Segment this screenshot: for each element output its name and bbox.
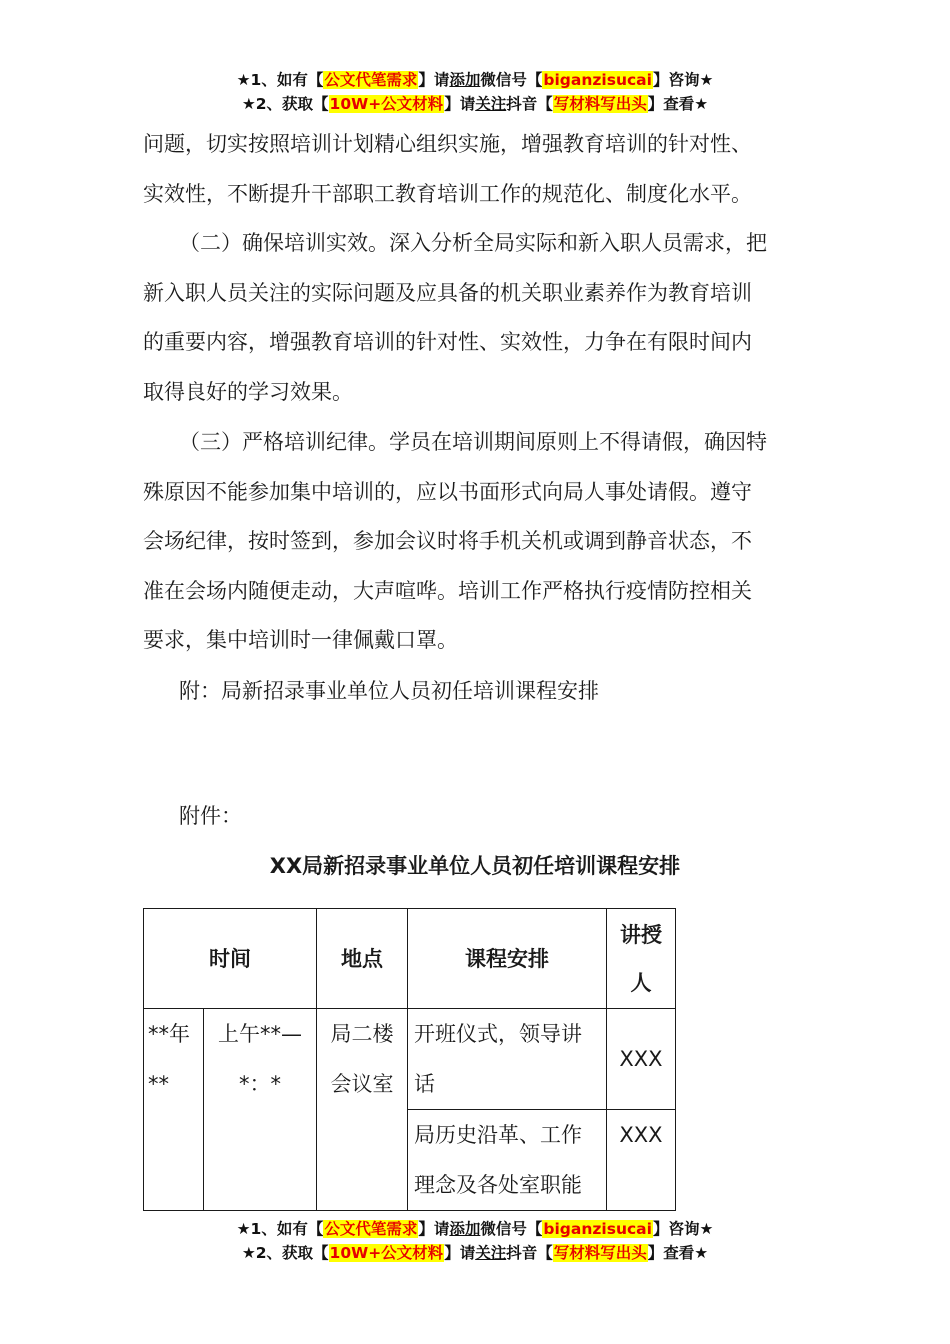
paragraph-line: （三）严格培训纪律。学员在培训期间原则上不得请假，确因特 bbox=[179, 430, 767, 454]
banner-text: 】请 bbox=[444, 1244, 476, 1262]
attachment-label bbox=[143, 792, 813, 842]
banner-text: ★1、如有【 bbox=[236, 71, 324, 89]
cell-period bbox=[204, 1009, 317, 1211]
cell-line: ** bbox=[148, 1072, 169, 1096]
banner-highlight: 写材料写出头 bbox=[553, 95, 647, 113]
banner-text: 】咨询★ bbox=[652, 71, 714, 89]
header-lecturer bbox=[607, 909, 676, 1009]
banner-highlight: 公文代笔需求 bbox=[324, 1220, 418, 1238]
paragraph-line: 要求，集中培训时一律佩戴口罩。 bbox=[143, 628, 458, 653]
banner-text: ★1、如有【 bbox=[236, 1220, 324, 1238]
cell-line: 话 bbox=[414, 1072, 435, 1096]
cell-date bbox=[144, 1009, 204, 1211]
promo-banner-line-1-footer bbox=[0, 1217, 950, 1241]
paragraph-line: 准在会场内随便走动，大声喧哗。培训工作严格执行疫情防控相关 bbox=[143, 578, 752, 603]
banner-text: 】请 bbox=[418, 71, 450, 89]
attachment-note-text: 附：局新招录事业单位人员初任培训课程安排 bbox=[179, 679, 599, 703]
header-course: 课程安排 bbox=[408, 909, 607, 1009]
banner-text: 抖音【 bbox=[506, 95, 553, 113]
paragraph-line: 的重要内容，增强教育培训的针对性、实效性，力争在有限时间内 bbox=[143, 330, 752, 355]
banner-text: ★2、获取【 bbox=[241, 1244, 329, 1262]
table-header-row bbox=[144, 909, 676, 1009]
paragraph-discipline bbox=[143, 418, 813, 666]
cell-line: 开班仪式，领导讲 bbox=[414, 1022, 582, 1046]
paragraph-ensure-effect bbox=[143, 219, 813, 417]
promo-banner-line-2 bbox=[0, 92, 950, 116]
banner-text: 】查看★ bbox=[647, 95, 709, 113]
paragraph-line: 实效性，不断提升干部职工教育培训工作的规范化、制度化水平。 bbox=[143, 181, 752, 206]
header-time: 时间 bbox=[144, 909, 317, 1009]
header-lecturer-line: 人 bbox=[630, 970, 652, 995]
banner-highlight: 写材料写出头 bbox=[553, 1244, 647, 1262]
banner-highlight: biganzisucai bbox=[543, 71, 652, 89]
banner-text: 微信号【 bbox=[480, 71, 543, 89]
attachment-label-text: 附件： bbox=[179, 804, 242, 828]
paragraph-line: 殊原因不能参加集中培训的，应以书面形式向局人事处请假。遵守 bbox=[143, 479, 752, 504]
banner-underline: 关注 bbox=[475, 95, 507, 113]
banner-text: 抖音【 bbox=[506, 1244, 553, 1262]
paragraph-line: 会场纪律，按时签到，参加会议时将手机关机或调到静音状态，不 bbox=[143, 529, 752, 554]
table-row bbox=[144, 1009, 676, 1110]
cell-lecturer: XXX bbox=[607, 1009, 676, 1110]
banner-highlight: 10W+公文材料 bbox=[329, 1244, 444, 1262]
paragraph-line: 问题，切实按照培训计划精心组织实施，增强教育培训的针对性、 bbox=[143, 132, 752, 156]
paragraph-continued bbox=[143, 120, 813, 219]
banner-text: 】请 bbox=[444, 95, 476, 113]
paragraph-line: 新入职人员关注的实际问题及应具备的机关职业素养作为教育培训 bbox=[143, 280, 752, 305]
table-title: XX局新招录事业单位人员初任培训课程安排 bbox=[269, 854, 681, 878]
banner-text: 】请 bbox=[418, 1220, 450, 1238]
banner-text: 微信号【 bbox=[480, 1220, 543, 1238]
banner-highlight: 公文代笔需求 bbox=[324, 71, 418, 89]
cell-line: 局二楼 bbox=[330, 1022, 394, 1046]
banner-highlight: biganzisucai bbox=[543, 1220, 652, 1238]
banner-underline: 添加 bbox=[449, 1220, 481, 1238]
promo-banner-line-2-footer bbox=[0, 1241, 950, 1265]
cell-line: 局历史沿革、工作 bbox=[414, 1123, 582, 1147]
cell-line: 理念及各处室职能 bbox=[414, 1173, 582, 1197]
cell-line: 上午**— bbox=[218, 1022, 302, 1046]
header-lecturer-line: 讲授 bbox=[620, 922, 662, 947]
paragraph-line: 取得良好的学习效果。 bbox=[143, 379, 353, 404]
banner-underline: 添加 bbox=[449, 71, 481, 89]
header-location: 地点 bbox=[317, 909, 408, 1009]
cell-line: 会议室 bbox=[330, 1072, 394, 1096]
promo-banner-line-1 bbox=[0, 68, 950, 92]
banner-text: 】查看★ bbox=[647, 1244, 709, 1262]
banner-text: 】咨询★ bbox=[652, 1220, 714, 1238]
cell-lecturer: XXX bbox=[607, 1110, 676, 1211]
banner-text: ★2、获取【 bbox=[241, 95, 329, 113]
attachment-note bbox=[143, 667, 813, 717]
banner-highlight: 10W+公文材料 bbox=[329, 95, 444, 113]
cell-course bbox=[408, 1110, 607, 1211]
cell-course bbox=[408, 1009, 607, 1110]
cell-line: **年 bbox=[148, 1022, 190, 1046]
paragraph-line: （二）确保培训实效。深入分析全局实际和新入职人员需求，把 bbox=[179, 231, 767, 255]
banner-underline: 关注 bbox=[475, 1244, 507, 1262]
course-schedule-table bbox=[143, 908, 676, 1211]
cell-location bbox=[317, 1009, 408, 1211]
cell-line: *：* bbox=[239, 1072, 281, 1096]
